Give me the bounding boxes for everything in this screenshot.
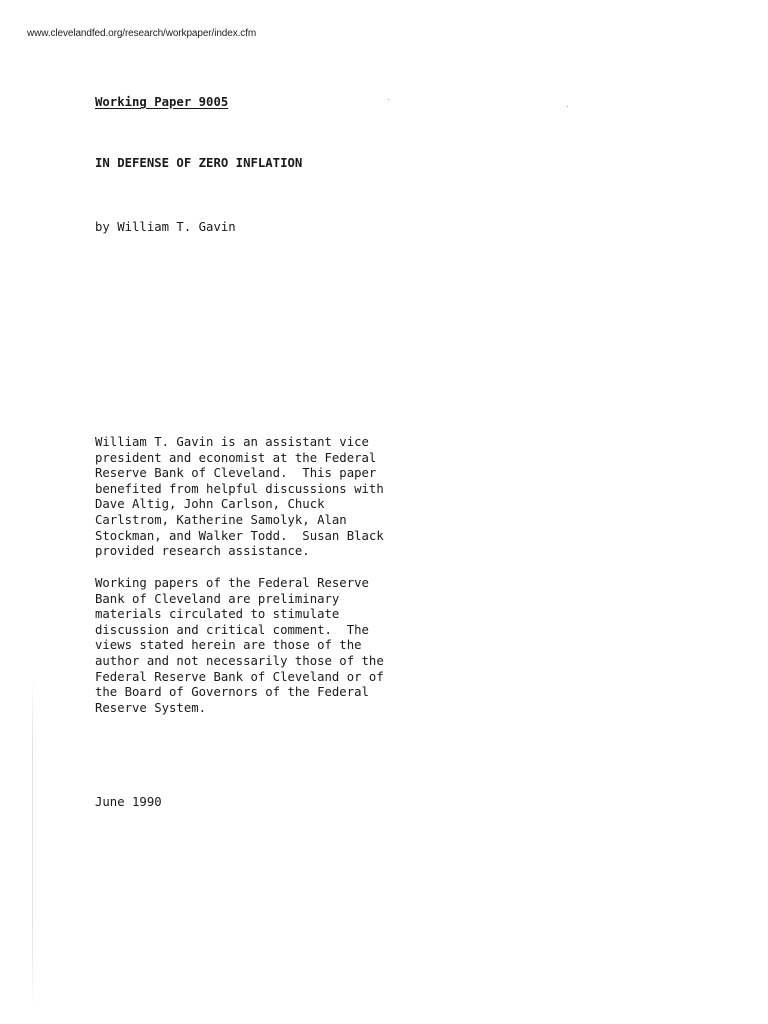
source-url[interactable]: www.clevelandfed.org/research/workpaper/index.cfm xyxy=(27,28,257,39)
disclaimer-line: the Board of Governors of the Federal xyxy=(95,685,369,700)
publication-date: June 1990 xyxy=(95,795,162,809)
disclaimer-paragraph xyxy=(95,576,384,716)
scan-speck xyxy=(388,99,389,100)
affiliation-line: Carlstrom, Katherine Samolyk, Alan xyxy=(95,512,347,527)
disclaimer-line: Working papers of the Federal Reserve xyxy=(95,576,369,590)
author-byline: by William T. Gavin xyxy=(95,220,236,234)
disclaimer-line: materials circulated to stimulate xyxy=(95,607,340,622)
affiliation-line: William T. Gavin is an assistant vice xyxy=(95,435,369,449)
disclaimer-line: discussion and critical comment. The xyxy=(95,622,369,637)
disclaimer-line: Reserve System. xyxy=(95,700,207,715)
paper-title: IN DEFENSE OF ZERO INFLATION xyxy=(95,156,303,170)
affiliation-line: benefited from helpful discussions with xyxy=(95,481,384,496)
working-paper-number: Working Paper 9005 xyxy=(95,95,229,109)
affiliation-line: Dave Altig, John Carlson, Chuck xyxy=(95,497,325,512)
affiliation-line: Reserve Bank of Cleveland. This paper xyxy=(95,466,377,481)
author-affiliation-paragraph xyxy=(95,435,384,560)
scan-speck xyxy=(567,106,568,107)
disclaimer-line: author and not necessarily those of the xyxy=(95,653,384,668)
scan-edge-artifact xyxy=(32,680,33,1010)
disclaimer-line: Federal Reserve Bank of Cleveland or of xyxy=(95,669,384,684)
affiliation-line: president and economist at the Federal xyxy=(95,450,377,465)
disclaimer-line: Bank of Cleveland are preliminary xyxy=(95,591,340,606)
affiliation-line: provided research assistance. xyxy=(95,544,310,559)
disclaimer-line: views stated herein are those of the xyxy=(95,638,362,653)
affiliation-line: Stockman, and Walker Todd. Susan Black xyxy=(95,528,384,543)
